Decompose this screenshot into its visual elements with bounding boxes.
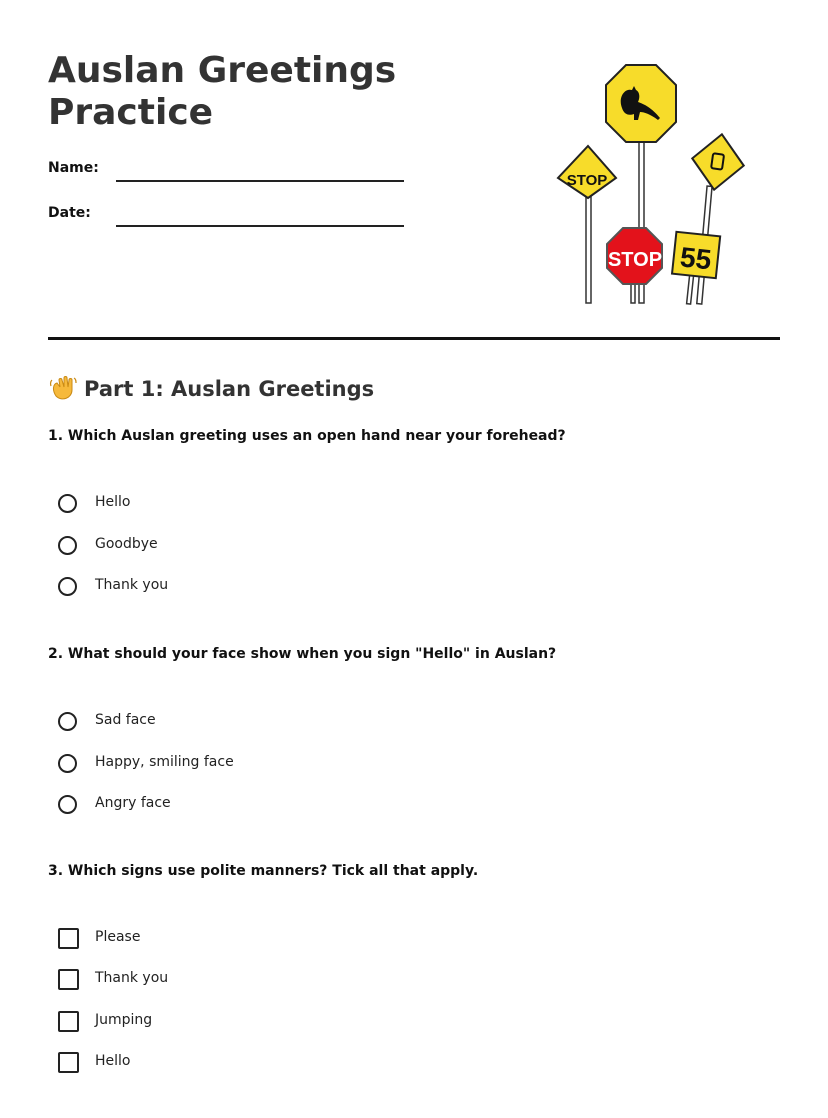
- option-label: Thank you: [95, 970, 169, 986]
- radio-button[interactable]: [58, 712, 77, 731]
- q1-option-thank-you[interactable]: [58, 574, 169, 598]
- phone-warning-sign-icon: [688, 131, 747, 194]
- option-label: Happy, smiling face: [95, 754, 234, 770]
- radio-button[interactable]: [58, 536, 77, 555]
- name-label: Name:: [48, 160, 99, 176]
- q1-option-hello[interactable]: [58, 491, 131, 515]
- option-label: Please: [95, 929, 141, 945]
- q3-option-please[interactable]: [58, 926, 141, 950]
- option-label: Jumping: [95, 1012, 153, 1028]
- stop-small-sign-icon: [558, 146, 616, 198]
- worksheet-title: [48, 50, 408, 134]
- question-1: 1. Which Auslan greeting uses an open hand near your forehead?: [48, 428, 566, 444]
- q3-option-jumping[interactable]: [58, 1009, 153, 1033]
- header-divider: [48, 337, 780, 340]
- date-field[interactable]: [48, 205, 408, 229]
- radio-button[interactable]: [58, 494, 77, 513]
- q2-option-angry[interactable]: [58, 792, 171, 816]
- title-line-2: Practice: [48, 92, 214, 133]
- title-line-1: Auslan Greetings: [48, 50, 397, 91]
- name-field[interactable]: [48, 160, 408, 184]
- option-label: Goodbye: [95, 536, 158, 552]
- checkbox[interactable]: [58, 1052, 79, 1073]
- speed-sign-text: 55: [678, 241, 713, 276]
- speed-55-sign-icon: [672, 232, 720, 278]
- q3-option-thank-you[interactable]: [58, 967, 169, 991]
- q3-option-hello[interactable]: [58, 1050, 131, 1074]
- section-heading: [48, 374, 374, 404]
- option-label: Angry face: [95, 795, 171, 811]
- section-title-text: Part 1: Auslan Greetings: [84, 377, 375, 401]
- q1-option-goodbye[interactable]: [58, 533, 158, 557]
- q2-option-sad[interactable]: [58, 709, 156, 733]
- date-input-line[interactable]: [116, 225, 404, 227]
- road-signs-illustration: [548, 58, 758, 308]
- option-label: Hello: [95, 1053, 131, 1069]
- stop-big-text: STOP: [607, 249, 663, 271]
- date-label: Date:: [48, 205, 91, 221]
- radio-button[interactable]: [58, 577, 77, 596]
- radio-button[interactable]: [58, 754, 77, 773]
- option-label: Thank you: [95, 577, 169, 593]
- option-label: Sad face: [95, 712, 156, 728]
- checkbox[interactable]: [58, 969, 79, 990]
- name-input-line[interactable]: [116, 180, 404, 182]
- question-3: 3. Which signs use polite manners? Tick all that apply.: [48, 863, 479, 879]
- question-2: 2. What should your face show when you sign "Hello" in Auslan?: [48, 646, 557, 662]
- option-label: Hello: [95, 494, 131, 510]
- kangaroo-sign-icon: [606, 65, 676, 142]
- checkbox[interactable]: [58, 928, 79, 949]
- stop-big-sign-icon: [607, 228, 662, 284]
- waving-hand-icon: [48, 374, 78, 404]
- checkbox[interactable]: [58, 1011, 79, 1032]
- q2-option-happy[interactable]: [58, 751, 234, 775]
- stop-small-text: STOP: [566, 172, 608, 189]
- radio-button[interactable]: [58, 795, 77, 814]
